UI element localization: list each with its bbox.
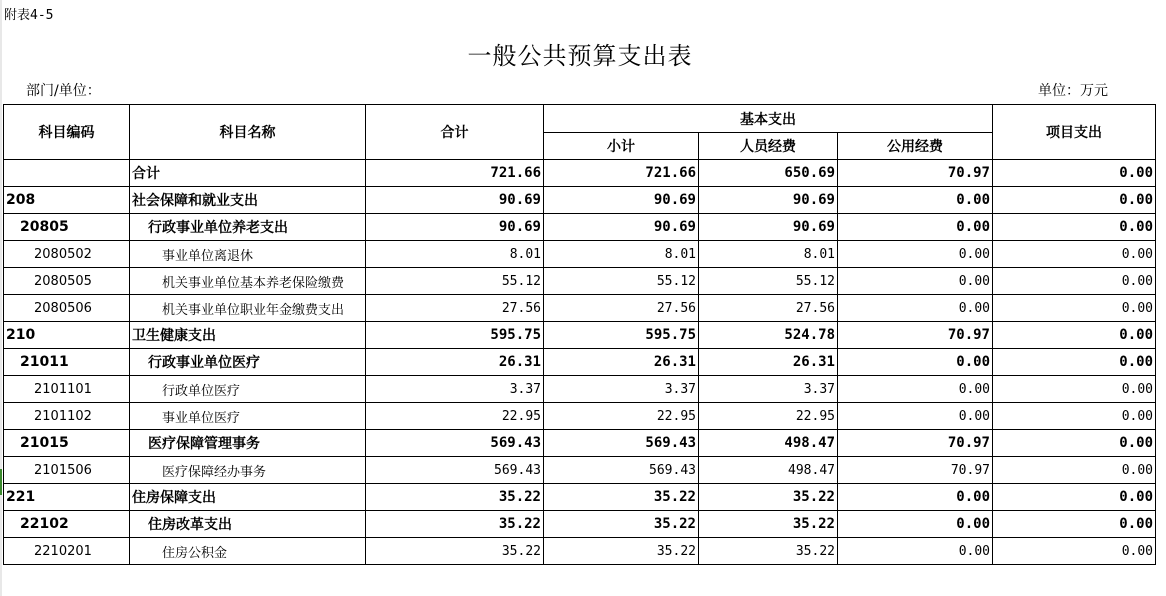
cell-code[interactable]: 21011 xyxy=(4,349,130,376)
table-row[interactable] xyxy=(4,268,1156,295)
cell-total[interactable]: 90.69 xyxy=(366,214,544,241)
cell-project[interactable]: 0.00 xyxy=(993,160,1156,187)
cell-name[interactable]: 住房公积金 xyxy=(130,538,366,565)
cell-public[interactable]: 0.00 xyxy=(838,484,993,511)
cell-personnel[interactable]: 524.78 xyxy=(699,322,838,349)
cell-project[interactable]: 0.00 xyxy=(993,214,1156,241)
cell-name[interactable]: 住房保障支出 xyxy=(130,484,366,511)
header-code[interactable]: 科目编码 xyxy=(4,105,130,160)
cell-subtotal[interactable]: 90.69 xyxy=(544,214,699,241)
cell-total[interactable]: 595.75 xyxy=(366,322,544,349)
cell-name[interactable]: 机关事业单位职业年金缴费支出 xyxy=(130,295,366,322)
cell-public[interactable]: 0.00 xyxy=(838,538,993,565)
cell-public[interactable]: 0.00 xyxy=(838,214,993,241)
table-row[interactable] xyxy=(4,322,1156,349)
cell-personnel[interactable]: 498.47 xyxy=(699,457,838,484)
sheet-left-edge xyxy=(0,0,2,596)
cell-name[interactable]: 事业单位离退休 xyxy=(130,241,366,268)
cell-subtotal[interactable]: 35.22 xyxy=(544,484,699,511)
table-row[interactable] xyxy=(4,484,1156,511)
header-subtotal[interactable]: 小计 xyxy=(544,133,699,160)
cell-subtotal[interactable]: 90.69 xyxy=(544,187,699,214)
cell-total[interactable]: 35.22 xyxy=(366,511,544,538)
cell-name[interactable]: 事业单位医疗 xyxy=(130,403,366,430)
cell-code[interactable]: 2080506 xyxy=(4,295,130,322)
cell-public[interactable]: 0.00 xyxy=(838,241,993,268)
cell-personnel[interactable]: 90.69 xyxy=(699,187,838,214)
cell-code[interactable]: 2101101 xyxy=(4,376,130,403)
cell-subtotal[interactable]: 26.31 xyxy=(544,349,699,376)
cell-code[interactable]: 2101506 xyxy=(4,457,130,484)
cell-name[interactable]: 合计 xyxy=(130,160,366,187)
cell-subtotal[interactable]: 569.43 xyxy=(544,430,699,457)
cell-total[interactable]: 35.22 xyxy=(366,538,544,565)
cell-total[interactable]: 569.43 xyxy=(366,457,544,484)
cell-public[interactable]: 0.00 xyxy=(838,187,993,214)
selected-row-marker xyxy=(0,469,2,495)
cell-code[interactable]: 210 xyxy=(4,322,130,349)
cell-public[interactable]: 70.97 xyxy=(838,457,993,484)
cell-public[interactable]: 70.97 xyxy=(838,430,993,457)
cell-total[interactable]: 8.01 xyxy=(366,241,544,268)
cell-total[interactable]: 26.31 xyxy=(366,349,544,376)
cell-public[interactable]: 0.00 xyxy=(838,349,993,376)
cell-name[interactable]: 行政事业单位养老支出 xyxy=(130,214,366,241)
cell-personnel[interactable]: 35.22 xyxy=(699,538,838,565)
cell-personnel[interactable]: 498.47 xyxy=(699,430,838,457)
cell-subtotal[interactable]: 27.56 xyxy=(544,295,699,322)
cell-public[interactable]: 0.00 xyxy=(838,403,993,430)
cell-name[interactable]: 医疗保障管理事务 xyxy=(130,430,366,457)
cell-personnel[interactable]: 90.69 xyxy=(699,214,838,241)
cell-personnel[interactable]: 8.01 xyxy=(699,241,838,268)
cell-personnel[interactable]: 650.69 xyxy=(699,160,838,187)
table-row[interactable] xyxy=(4,457,1156,484)
cell-name[interactable]: 机关事业单位基本养老保险缴费 xyxy=(130,268,366,295)
cell-name[interactable]: 医疗保障经办事务 xyxy=(130,457,366,484)
cell-public[interactable]: 0.00 xyxy=(838,268,993,295)
cell-public[interactable]: 70.97 xyxy=(838,322,993,349)
cell-project[interactable]: 0.00 xyxy=(993,376,1156,403)
table-row[interactable] xyxy=(4,376,1156,403)
appendix-label: 附表4-5 xyxy=(4,8,54,23)
cell-personnel[interactable]: 3.37 xyxy=(699,376,838,403)
cell-code[interactable]: 20805 xyxy=(4,214,130,241)
cell-subtotal[interactable]: 595.75 xyxy=(544,322,699,349)
table-row[interactable] xyxy=(4,241,1156,268)
cell-name[interactable]: 卫生健康支出 xyxy=(130,322,366,349)
cell-project[interactable]: 0.00 xyxy=(993,295,1156,322)
cell-code[interactable]: 2101102 xyxy=(4,403,130,430)
cell-public[interactable]: 70.97 xyxy=(838,160,993,187)
cell-subtotal[interactable]: 721.66 xyxy=(544,160,699,187)
cell-personnel[interactable]: 35.22 xyxy=(699,484,838,511)
cell-code[interactable]: 208 xyxy=(4,187,130,214)
cell-project[interactable]: 0.00 xyxy=(993,322,1156,349)
cell-personnel[interactable]: 35.22 xyxy=(699,511,838,538)
expenditure-table xyxy=(3,104,1156,565)
cell-project[interactable]: 0.00 xyxy=(993,538,1156,565)
cell-project[interactable]: 0.00 xyxy=(993,349,1156,376)
cell-project[interactable]: 0.00 xyxy=(993,484,1156,511)
cell-code[interactable]: 22102 xyxy=(4,511,130,538)
cell-project[interactable]: 0.00 xyxy=(993,511,1156,538)
table-row[interactable] xyxy=(4,349,1156,376)
cell-total[interactable]: 90.69 xyxy=(366,187,544,214)
cell-project[interactable]: 0.00 xyxy=(993,430,1156,457)
cell-code[interactable]: 21015 xyxy=(4,430,130,457)
cell-total[interactable]: 55.12 xyxy=(366,268,544,295)
cell-personnel[interactable]: 55.12 xyxy=(699,268,838,295)
header-public[interactable]: 公用经费 xyxy=(838,133,993,160)
header-name[interactable]: 科目名称 xyxy=(130,105,366,160)
cell-personnel[interactable]: 27.56 xyxy=(699,295,838,322)
cell-code[interactable]: 2080502 xyxy=(4,241,130,268)
header-total[interactable]: 合计 xyxy=(366,105,544,160)
table-row[interactable] xyxy=(4,160,1156,187)
cell-personnel[interactable]: 26.31 xyxy=(699,349,838,376)
cell-project[interactable]: 0.00 xyxy=(993,241,1156,268)
cell-public[interactable]: 0.00 xyxy=(838,295,993,322)
cell-subtotal[interactable]: 3.37 xyxy=(544,376,699,403)
cell-subtotal[interactable]: 8.01 xyxy=(544,241,699,268)
page-title: 一般公共预算支出表 xyxy=(467,42,693,70)
cell-total[interactable]: 721.66 xyxy=(366,160,544,187)
cell-total[interactable]: 27.56 xyxy=(366,295,544,322)
header-project[interactable]: 项目支出 xyxy=(993,105,1156,160)
cell-public[interactable]: 0.00 xyxy=(838,511,993,538)
cell-code[interactable]: 221 xyxy=(4,484,130,511)
cell-project[interactable]: 0.00 xyxy=(993,187,1156,214)
table-row[interactable] xyxy=(4,403,1156,430)
table-row[interactable] xyxy=(4,538,1156,565)
cell-public[interactable]: 0.00 xyxy=(838,376,993,403)
unit-label: 单位：万元 xyxy=(1038,83,1108,99)
cell-project[interactable]: 0.00 xyxy=(993,457,1156,484)
table-row[interactable] xyxy=(4,511,1156,538)
cell-name[interactable]: 行政单位医疗 xyxy=(130,376,366,403)
cell-subtotal[interactable]: 35.22 xyxy=(544,538,699,565)
cell-name[interactable]: 行政事业单位医疗 xyxy=(130,349,366,376)
cell-subtotal[interactable]: 55.12 xyxy=(544,268,699,295)
header-personnel[interactable]: 人员经费 xyxy=(699,133,838,160)
cell-project[interactable]: 0.00 xyxy=(993,268,1156,295)
cell-name[interactable]: 社会保障和就业支出 xyxy=(130,187,366,214)
cell-subtotal[interactable]: 22.95 xyxy=(544,403,699,430)
cell-subtotal[interactable]: 35.22 xyxy=(544,511,699,538)
table-row[interactable] xyxy=(4,295,1156,322)
table-row[interactable] xyxy=(4,187,1156,214)
header-basic[interactable]: 基本支出 xyxy=(544,105,993,133)
cell-total[interactable]: 35.22 xyxy=(366,484,544,511)
cell-name[interactable]: 住房改革支出 xyxy=(130,511,366,538)
cell-subtotal[interactable]: 569.43 xyxy=(544,457,699,484)
table-row[interactable] xyxy=(4,214,1156,241)
cell-total[interactable]: 569.43 xyxy=(366,430,544,457)
cell-total[interactable]: 3.37 xyxy=(366,376,544,403)
cell-total[interactable]: 22.95 xyxy=(366,403,544,430)
dept-label: 部门/单位： xyxy=(26,83,101,99)
cell-code[interactable] xyxy=(4,160,130,187)
cell-code[interactable]: 2080505 xyxy=(4,268,130,295)
cell-code[interactable]: 2210201 xyxy=(4,538,130,565)
cell-project[interactable]: 0.00 xyxy=(993,403,1156,430)
table-row[interactable] xyxy=(4,430,1156,457)
cell-personnel[interactable]: 22.95 xyxy=(699,403,838,430)
